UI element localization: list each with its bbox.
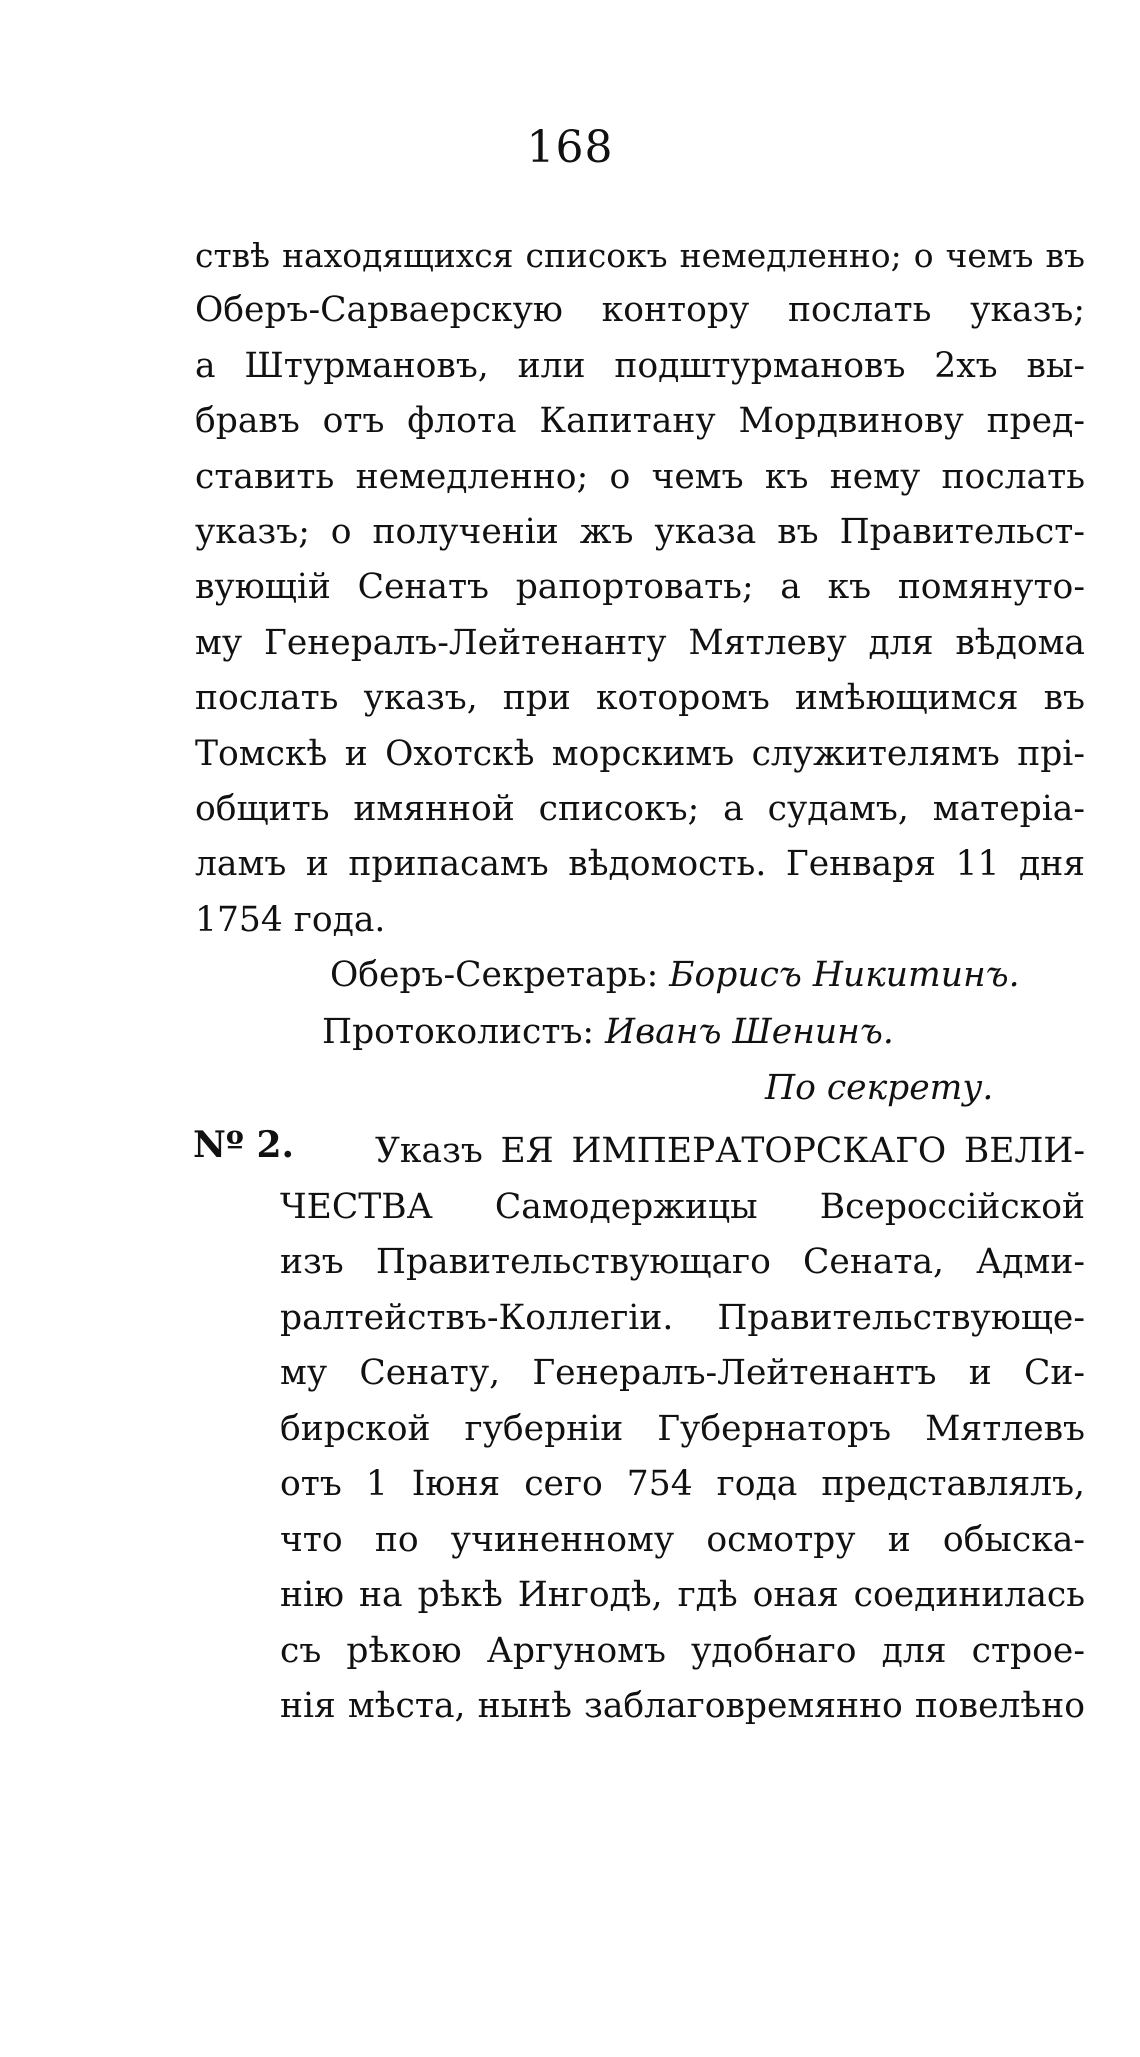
decree-number: Nº 2. (193, 1124, 295, 1166)
secret-note: По секрету. (765, 1068, 994, 1108)
text-line: 1754 года. (195, 899, 386, 940)
text-line: Томскѣ и Охотскѣ морскимъ служителямъ прі- (195, 733, 1085, 774)
text-line: а Штурмановъ, или подштурмановъ 2хъ вы- (195, 345, 1085, 386)
decree-paragraph (280, 1124, 1085, 1735)
signature-protocolist (322, 1012, 894, 1052)
decree-line: нія мѣста, нынѣ заблаговремянно повелѣно (280, 1686, 1085, 1726)
signature-name: Борисъ Никитинъ. (669, 955, 1020, 995)
decree-line: ЧЕСТВА Самодержицы Всероссійской (280, 1186, 1085, 1227)
text-line: общить имянной списокъ; а судамъ, матеріа- (195, 789, 1085, 830)
text-line: вующій Сенатъ рапортовать; а къ помянуто- (195, 567, 1085, 608)
text-line: ствѣ находящихся списокъ немедленно; о чемъ въ (195, 236, 1085, 275)
decree-line: съ рѣкою Аргуномъ удобнаго для строе- (280, 1630, 1085, 1671)
signature-name: Иванъ Шенинъ. (605, 1012, 894, 1052)
decree-line: Указъ ЕЯ ИМПЕРАТОРСКАГО ВЕЛИ- (375, 1131, 1085, 1171)
signature-title: Оберъ-Секретарь: (330, 955, 659, 995)
text-line: послать указъ, при которомъ имѣющимся въ (195, 678, 1085, 719)
text-line: Оберъ-Сарваерскую контору послать указъ; (195, 290, 1085, 331)
decree-line: ралтействъ-Коллегіи. Правительствующе- (280, 1297, 1085, 1338)
text-line: бравъ отъ флота Капитану Мордвинову пред- (195, 401, 1085, 442)
signature-title: Протоколистъ: (322, 1012, 595, 1052)
signature-ober-secretary (330, 955, 1020, 995)
page-number: 168 (526, 122, 614, 173)
decree-line: му Сенату, Генералъ-Лейтенантъ и Си- (280, 1353, 1085, 1393)
text-line: му Генералъ-Лейтенанту Мятлеву для вѣдома (195, 622, 1085, 663)
text-line: ставить немедленно; о чемъ къ нему послать (195, 456, 1085, 497)
decree-line: нію на рѣкѣ Ингодѣ, гдѣ оная соединилась (280, 1575, 1085, 1615)
text-line: указъ; о полученіи жъ указа въ Правительст- (195, 512, 1085, 553)
text-line: ламъ и припасамъ вѣдомость. Генваря 11 дня (195, 844, 1085, 885)
decree-line: бирской губерніи Губернаторъ Мятлевъ (280, 1408, 1085, 1449)
decree-line: что по учиненному осмотру и обыска- (280, 1519, 1085, 1560)
decree-line: изъ Правительствующаго Сената, Адми- (280, 1242, 1085, 1282)
decree-line: отъ 1 Іюня сего 754 года представлялъ, (280, 1464, 1085, 1504)
body-paragraph (195, 228, 1085, 948)
